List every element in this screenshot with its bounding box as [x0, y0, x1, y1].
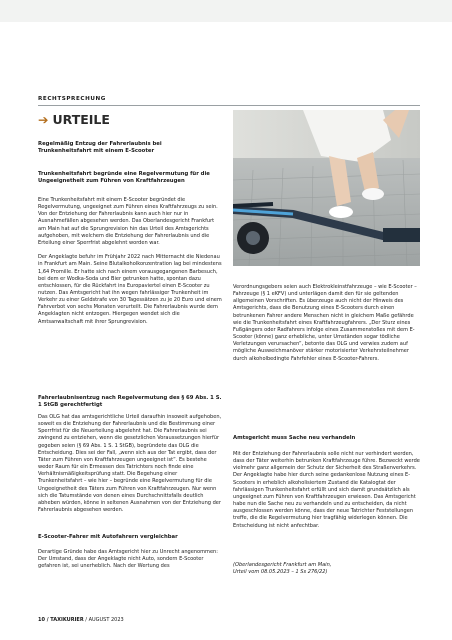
citation-line: Urteil vom 08.05.2023 – 1 Ss 276/22) [233, 569, 328, 576]
column-left-lower [38, 414, 222, 521]
article-heading: Trunkenheitsfahrt begründe eine Regelvermutung für die Ungeeignetheit zum Führen von Kraftfahrzeugen [38, 171, 210, 185]
paragraph: Das OLG hat das amtsgerichtliche Urteil daraufhin insoweit aufgehoben, soweit es die Entziehung der Fahrerlaubnis und die Bestimmung einer Sperrfrist für die Neuerteilung abgelehnt hat. Die Fahrerlaubnis sei zwingend zu entziehen, wenn die gesetzlichen Voraussetzungen hierfür gegeben seien (§ 69 Abs. 1 S. 1 StGB), begründete das OLG die Entscheidung. Dies sei der Fall, „wenn sich aus der Tat ergibt, dass der Täter zum Führen von Kraftfahrzeugen ungeeignet ist“. Es bestehe weder Raum für ein Ermessen des Tatrichters noch finde eine Verhältnismäßigkeitsprüfung statt. Die Begehung einer Trunkenheitsfahrt – wie hier – begründe eine Regelvermutung für die Ungeeignetheit des Täters zum Führen von Kraftfahrzeugen. Nur wenn sich die Tatumstände von denen eines Durchschnittsfalls deutlich abheben würden, könne in seltenen Ausnahmen von der Entziehung der Fahrerlaubnis abgesehen werden. [38, 414, 222, 514]
subheading: Amtsgericht muss Sache neu verhandeln [233, 435, 356, 441]
paragraph: Eine Trunkenheitsfahrt mit einem E-Scooter begründet die Regelvermutung, ungeeignet zum Führen eines Kraftfahrzeugs zu sein. Von der Entziehung der Fahrerlaubnis kann auch hier nur in Ausnahmefällen abgesehen werden. Das Oberlandesgericht Frankfurt am Main hat auf die Sprungrevision hin das Urteil des Amtsgerichts aufgehoben, mit welchem die Entziehung der Fahrerlaubnis und die Erteilung einer Sperrfrist abgelehnt worden war. [38, 197, 218, 246]
footer-page: 10 / TAXIKURIER [38, 617, 84, 623]
paragraph: Derartige Gründe habe das Amtsgericht hier zu Unrecht angenommen: Der Umstand, dass der Angeklagte nicht Auto, sondern E-Scooter gefahren ist, sei unerheblich. Nach der Wertung des [38, 549, 218, 570]
paragraph: Der Angeklagte befuhr im Frühjahr 2022 nach Mitternacht die Niedenau in Frankfurt am Main. Seine Blutalkoholkonzentration lag bei mindestens 1,64 Promille. Er hatte sich nach einem vorausgegangenen Barbesuch, bei dem er Wodka-Soda und Bier getrunken hatte, spontan dazu entschlossen, für die Rückfahrt ins Europaviertel einen E-Scooter zu nutzen. Das Amtsgericht hat ihn wegen fahrlässiger Trunkenheit im Verkehr zu einer Geldstrafe von 30 Tagessätzen zu je 20 Euro und einem Fahrverbot von sechs Monaten verurteilt. Die Fahrerlaubnis wurde dem Angeklagten nicht entzogen. Hiergegen wendet sich die Amtsanwaltschaft mit ihrer Sprungrevision. [38, 254, 222, 325]
section-divider [38, 105, 420, 106]
subheading: E-Scooter-Fahrer mit Autofahrern vergleichbar [38, 534, 178, 540]
citation [233, 562, 420, 576]
column-right-lower [233, 451, 420, 537]
paragraph: Verordnungsgebers seien auch Elektrokleinstfahrzeuge – wie E-Scooter – Fahrzeuge (§ 1 eKFV) und unterlägen damit den für sie geltenden allgemeinen Vorschriften. Es überzeuge auch nicht der Hinweis des Amtsgerichts, dass die Benutzung eines E-Scooters durch einen betrunkenen Fahrer andere Menschen nicht in gleichem Maße gefährde wie die Trunkenheitsfahrt eines Kraftfahrzeugfahrers. „Der Sturz eines Fußgängers oder Radfahrers infolge eines Zusammenstoßes mit dem E-Scooter (könne) ganz erhebliche, unter Umständen sogar tödliche Verletzungen verursachen“, betonte das OLG und verwies zudem auf mögliche Ausweichmanöver stärker motorisierter Verkehrsteilnehmer durch alkoholbedingte Fahrfehler eines E-Scooter-Fahrers. [233, 284, 417, 362]
citation-line: (Oberlandesgericht Frankfurt am Main, [233, 562, 332, 568]
arrow-right-icon: ➔ [38, 112, 49, 127]
section-label: RECHTSPRECHUNG [38, 96, 106, 102]
subheading: Fahrerlaubnisentzug nach Regelvermutung des § 69 Abs. 1 S. 1 StGB gerechtfertigt [38, 395, 222, 409]
footer-date: / AUGUST 2023 [85, 617, 124, 623]
column-right [233, 284, 420, 370]
column-left [38, 197, 222, 333]
page-title [38, 112, 110, 127]
page-title-text: URTEILE [52, 112, 110, 127]
paragraph: Mit der Entziehung der Fahrerlaubnis solle nicht nur verhindert werden, dass der Täter weiterhin betrunken Kraftfahrzeuge führe. Bezweckt werde vielmehr ganz allgemein der Schutz der Sicherheit des Straßenverkehrs. Der Angeklagte habe hier durch seine gedankenlose Nutzung eines E-Scooters in erheblich alkoholisiertem Zustand die Katalogtat der fahrlässigen Trunkenheitsfahrt erfüllt und sich damit grundsätzlich als ungeeignet zum Führen von Kraftfahrzeugen erwiesen. Das Amtsgericht habe nun die Sache neu zu verhandeln und zu entscheiden, da nicht ausgeschlossen werden könne, dass der neue Tatrichter Feststellungen treffe, die die Regelvermutung hier tragfähig widerlegen können. Die Entscheidung ist nicht anfechtbar. [233, 451, 420, 529]
lead-title: Regelmäßig Entzug der Fahrerlaubnis bei Trunkenheitsfahrt mit einem E-Scooter [38, 141, 162, 155]
article-photo [233, 110, 420, 266]
page-footer [38, 617, 124, 623]
top-strip [0, 0, 452, 22]
column-left-end [38, 549, 222, 578]
